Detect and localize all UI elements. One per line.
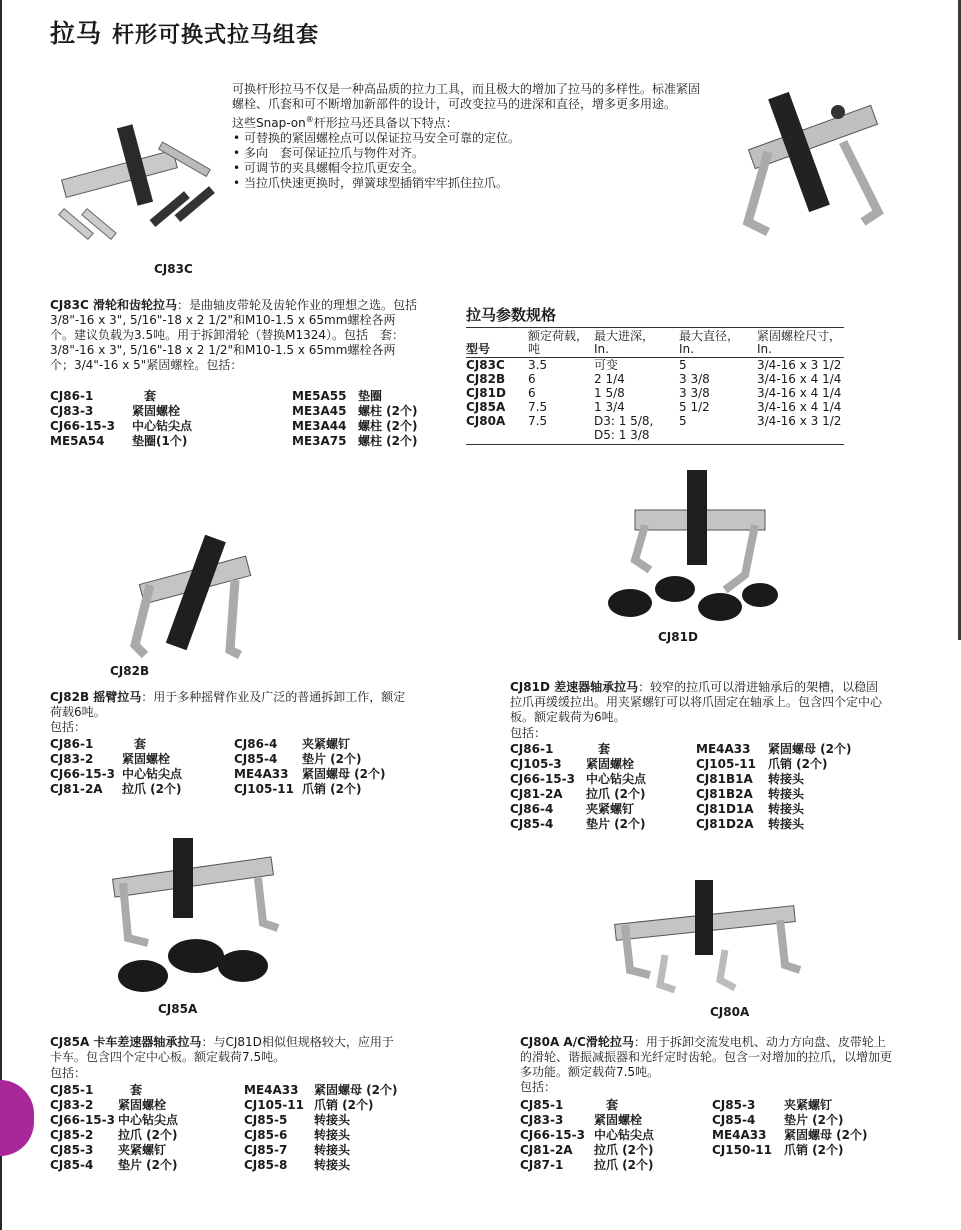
- part-number: CJ105-11: [234, 782, 294, 796]
- part-row: [50, 1158, 178, 1173]
- cj83c-parts-left: [50, 389, 192, 449]
- part-row: [234, 752, 386, 767]
- part-row: [50, 767, 182, 782]
- part-number: CJ85-7: [244, 1143, 288, 1157]
- cj80a-puller-illustration: [605, 880, 805, 1005]
- part-name: 紧固螺母 (2个): [784, 1128, 868, 1142]
- part-number: CJ81B2A: [696, 787, 753, 801]
- part-name: 紧固螺母 (2个): [314, 1083, 398, 1097]
- cj81d-description: [510, 680, 882, 725]
- caption-cj85a: CJ85A: [158, 1002, 198, 1016]
- part-name: 螺柱 (2个): [358, 419, 418, 433]
- part-number: CJ83-3: [50, 404, 94, 418]
- part-name: 转接头: [768, 772, 805, 786]
- part-row: [50, 737, 182, 752]
- part-name: 拉爪 (2个): [122, 782, 182, 796]
- spec-cell: 7.5: [528, 414, 594, 445]
- part-number: CJ85-4: [712, 1113, 756, 1127]
- cj80a-text: ：用于拆卸交流发电机、动力方向盘、皮带轮上的滑轮、谐振减振器和光纤定时齿轮。包含一对增加的拉爪，以增加更多功能。额定载荷7.5吨。: [520, 1035, 893, 1079]
- part-number: CJ81-2A: [510, 787, 563, 801]
- spec-cell: 3/4-16 x 4 1/4: [757, 400, 842, 414]
- part-number: CJ85-4: [50, 1158, 94, 1172]
- part-row: [244, 1083, 398, 1098]
- part-row: [244, 1158, 398, 1173]
- part-number: CJ85-1: [520, 1098, 564, 1112]
- part-name: 垫片 (2个): [118, 1158, 178, 1172]
- part-number: ME3A75: [292, 434, 347, 448]
- cj81d-puller-illustration: [605, 465, 790, 640]
- part-row: [510, 817, 646, 832]
- cj80a-parts-right: [712, 1098, 868, 1158]
- part-name: 套: [132, 389, 157, 403]
- part-name: 夹紧螺钉: [784, 1098, 833, 1112]
- part-number: CJ85-1: [50, 1083, 94, 1097]
- part-name: 套: [122, 737, 147, 751]
- part-name: 中心钻尖点: [132, 419, 193, 433]
- feature-item: • 可替换的紧固螺栓点可以保证拉马安全可靠的定位。: [244, 131, 702, 146]
- cj81d-parts-left: [510, 742, 646, 832]
- part-name: 爪销 (2个): [302, 782, 362, 796]
- part-name: 爪销 (2个): [768, 757, 828, 771]
- part-number: ME5A54: [50, 434, 105, 448]
- part-row: [520, 1098, 654, 1113]
- part-name: 中心钻尖点: [594, 1128, 655, 1142]
- part-row: [244, 1098, 398, 1113]
- cj81d-text: ：较窄的拉爪可以滑进轴承后的架槽，以稳固拉爪再缓缓拉出。用夹紧螺钉可以将爪固定在轴承上。包含四个定中心板。额定载荷为6吨。: [510, 680, 883, 724]
- part-name: 垫圈(1个): [132, 434, 188, 448]
- cj81d-includes-label: 包括：: [510, 726, 547, 740]
- part-name: 夹紧螺钉: [302, 737, 351, 751]
- part-row: [696, 802, 852, 817]
- part-name: 拉爪 (2个): [594, 1143, 654, 1157]
- part-name: 拉爪 (2个): [586, 787, 646, 801]
- part-row: [50, 752, 182, 767]
- spec-cell: 1 3/4: [594, 400, 625, 414]
- spec-row: [466, 372, 844, 386]
- spec-cell: 3 3/8: [679, 372, 710, 386]
- part-row: [50, 1128, 178, 1143]
- part-row: [50, 404, 192, 419]
- part-name: 转接头: [314, 1128, 351, 1142]
- part-row: [696, 817, 852, 832]
- spec-header-cell: 最大直径， In.: [679, 329, 740, 356]
- spec-row: [466, 386, 844, 400]
- part-name: 夹紧螺钉: [586, 802, 635, 816]
- title-brand: 拉马: [50, 19, 103, 48]
- spec-row: [466, 414, 844, 445]
- feature-item: • 可调节的夹具螺帽令拉爪更安全。: [244, 161, 702, 176]
- part-name: 紧固螺栓: [586, 757, 635, 771]
- part-number: CJ105-11: [244, 1098, 304, 1112]
- part-row: [510, 772, 646, 787]
- part-row: [244, 1143, 398, 1158]
- part-number: CJ81-2A: [50, 782, 103, 796]
- part-number: CJ81-2A: [520, 1143, 573, 1157]
- part-name: 垫片 (2个): [784, 1113, 844, 1127]
- part-number: CJ105-11: [696, 757, 756, 771]
- feature-item: • 多向 套可保证拉爪与物件对齐。: [244, 146, 702, 161]
- part-row: [50, 389, 192, 404]
- part-row: [50, 1113, 178, 1128]
- part-name: 套: [586, 742, 611, 756]
- spec-cell: 可变: [594, 358, 619, 372]
- part-row: [510, 757, 646, 772]
- part-name: 转接头: [768, 787, 805, 801]
- part-number: CJ85-3: [50, 1143, 94, 1157]
- part-row: [696, 787, 852, 802]
- part-row: [50, 1098, 178, 1113]
- part-row: [292, 419, 418, 434]
- part-number: CJ66-15-3: [50, 419, 115, 433]
- part-number: CJ85-8: [244, 1158, 288, 1172]
- title-subtitle: 杆形可换式拉马组套: [112, 23, 320, 48]
- cj82b-parts-left: [50, 737, 182, 797]
- cj85a-title: CJ85A 卡车差速器轴承拉马: [50, 1035, 202, 1049]
- part-row: [520, 1143, 654, 1158]
- part-number: CJ86-4: [234, 737, 278, 751]
- spec-cell: D3: 1 5/8, D5: 1 3/8: [594, 414, 679, 445]
- cj85a-parts-right: [244, 1083, 398, 1173]
- spec-cell: 3 3/8: [679, 386, 710, 400]
- cj85a-text: ：与CJ81D相似但规格较大，应用于卡车。包含四个定中心板。额定载荷7.5吨。: [50, 1035, 394, 1064]
- part-number: CJ85-4: [234, 752, 278, 766]
- cj83c-puller-illustration: [52, 110, 217, 260]
- part-row: [50, 1083, 178, 1098]
- part-number: ME4A33: [712, 1128, 767, 1142]
- spec-cell: 1 5/8: [594, 386, 625, 400]
- part-number: CJ86-1: [510, 742, 554, 756]
- part-row: [234, 737, 386, 752]
- part-number: ME5A55: [292, 389, 347, 403]
- spec-cell: 3/4-16 x 4 1/4: [757, 386, 842, 400]
- part-row: [50, 434, 192, 449]
- feature-list: [232, 131, 702, 191]
- part-row: [50, 419, 192, 434]
- part-number: ME4A33: [696, 742, 751, 756]
- part-name: 垫片 (2个): [586, 817, 646, 831]
- cj83c-title: CJ83C 滑轮和齿轮拉马: [50, 298, 177, 312]
- part-name: 转接头: [314, 1158, 351, 1172]
- part-number: CJ66-15-3: [510, 772, 575, 786]
- intro-features-lead: 这些Snap-on®杆形拉马还具备以下特点：: [232, 115, 458, 130]
- part-name: 套: [594, 1098, 619, 1112]
- part-name: 转接头: [768, 802, 805, 816]
- part-row: [712, 1098, 868, 1113]
- part-row: [234, 782, 386, 797]
- cj85a-puller-illustration: [108, 838, 283, 998]
- caption-cj82b: CJ82B: [110, 664, 150, 678]
- part-row: [292, 434, 418, 449]
- part-row: [510, 742, 646, 757]
- part-number: CJ85-3: [712, 1098, 756, 1112]
- cj80a-includes-label: 包括：: [520, 1080, 557, 1094]
- part-row: [712, 1113, 868, 1128]
- part-row: [696, 742, 852, 757]
- spec-cell: 5: [679, 358, 687, 372]
- spec-cell: CJ81D: [466, 386, 506, 400]
- part-number: CJ150-11: [712, 1143, 772, 1157]
- part-number: CJ66-15-3: [50, 767, 115, 781]
- part-name: 转接头: [768, 817, 805, 831]
- intro-paragraph: 可换杆形拉马不仅是一种高品质的拉力工具，而且极大的增加了拉马的多样性。标准紧固螺栓、爪套和可不断增加新部件的设计，可改变拉马的进深和直径，增多更多用途。: [232, 82, 701, 111]
- part-number: ME3A44: [292, 419, 347, 433]
- left-page-edge: [0, 0, 2, 1230]
- caption-cj81d: CJ81D: [658, 630, 698, 644]
- part-number: ME4A33: [244, 1083, 299, 1097]
- part-row: [50, 1143, 178, 1158]
- cj85a-parts-left: [50, 1083, 178, 1173]
- part-number: CJ85-6: [244, 1128, 288, 1142]
- cj81d-title: CJ81D 差速器轴承拉马: [510, 680, 639, 694]
- page-title: [50, 14, 319, 50]
- spec-header-cell: 型号: [466, 342, 491, 356]
- cj85a-includes-label: 包括：: [50, 1066, 87, 1080]
- cj81d-parts-right: [696, 742, 852, 832]
- spec-cell: 5: [679, 414, 757, 445]
- cj80a-description: [520, 1035, 892, 1080]
- part-number: CJ85-4: [510, 817, 554, 831]
- cj83c-description: [50, 298, 418, 373]
- caption-cj83c: CJ83C: [154, 262, 193, 276]
- section-tab: [0, 1080, 34, 1156]
- spec-cell: 7.5: [528, 400, 548, 414]
- part-row: [520, 1113, 654, 1128]
- cj82b-description: [50, 690, 410, 720]
- spec-cell: CJ80A: [466, 414, 528, 445]
- part-row: [510, 787, 646, 802]
- part-number: CJ81B1A: [696, 772, 753, 786]
- part-name: 转接头: [314, 1143, 351, 1157]
- part-name: 紧固螺母 (2个): [302, 767, 386, 781]
- part-row: [244, 1113, 398, 1128]
- part-name: 中心钻尖点: [122, 767, 183, 781]
- part-number: CJ86-1: [50, 389, 94, 403]
- cj80a-title: CJ80A A/C滑轮拉马: [520, 1035, 634, 1049]
- part-row: [696, 772, 852, 787]
- part-row: [712, 1143, 868, 1158]
- caption-cj80a: CJ80A: [710, 1005, 750, 1019]
- part-name: 紧固螺栓: [122, 752, 171, 766]
- part-name: 爪销 (2个): [784, 1143, 844, 1157]
- part-number: CJ86-1: [50, 737, 94, 751]
- part-name: 垫片 (2个): [302, 752, 362, 766]
- part-number: CJ81D2A: [696, 817, 754, 831]
- part-number: CJ85-5: [244, 1113, 288, 1127]
- part-name: 中心钻尖点: [118, 1113, 179, 1127]
- part-row: [244, 1128, 398, 1143]
- spec-cell: 3.5: [528, 358, 548, 372]
- part-number: CJ105-3: [510, 757, 562, 771]
- part-name: 套: [118, 1083, 143, 1097]
- cj83c-text: ：是曲轴皮带轮及齿轮作业的理想之选。包括3/8"-16 x 3", 5/16"-18 x 2 1/2"和M10-1.5 x 65mm螺栓各两个。建议负载为3.5吨。用于拆卸滑轮（替换M1324）。包括 套：3/8"-16 x 3", 5/16"-18 x 2 1/2"和M10-1.5 x 65mm螺栓各两个；3/4"-16 x 5"紧固螺栓。包括：: [50, 298, 417, 372]
- spec-header-cell: 额定荷载， 吨: [528, 329, 589, 356]
- part-number: CJ85-2: [50, 1128, 94, 1142]
- part-number: CJ81D1A: [696, 802, 754, 816]
- part-name: 紧固螺母 (2个): [768, 742, 852, 756]
- spec-header-cell: 最大进深， In.: [594, 329, 655, 356]
- cj85a-description: [50, 1035, 400, 1065]
- part-row: [50, 782, 182, 797]
- spec-cell: 5 1/2: [679, 400, 710, 414]
- part-name: 紧固螺栓: [132, 404, 181, 418]
- cj82b-parts-right: [234, 737, 386, 797]
- spec-cell: 3/4-16 x 3 1/2: [757, 358, 842, 372]
- spec-cell: 6: [528, 386, 536, 400]
- spec-table: [466, 328, 844, 445]
- cj82b-puller-illustration: [115, 535, 265, 665]
- part-number: CJ66-15-3: [50, 1113, 115, 1127]
- spec-cell: CJ82B: [466, 372, 506, 386]
- part-name: 夹紧螺钉: [118, 1143, 167, 1157]
- part-name: 拉爪 (2个): [118, 1128, 178, 1142]
- part-row: [292, 389, 418, 404]
- spec-cell: 2 1/4: [594, 372, 625, 386]
- intro-block: [232, 82, 702, 191]
- spec-header-cell: 紧固螺栓尺寸， In.: [757, 329, 842, 356]
- part-number: ME3A45: [292, 404, 347, 418]
- part-name: 中心钻尖点: [586, 772, 647, 786]
- part-row: [696, 757, 852, 772]
- part-row: [234, 767, 386, 782]
- cj82b-includes-label: 包括：: [50, 720, 87, 734]
- part-number: ME4A33: [234, 767, 289, 781]
- part-number: CJ86-4: [510, 802, 554, 816]
- spec-row: [466, 358, 844, 373]
- part-row: [520, 1128, 654, 1143]
- part-name: 紧固螺栓: [118, 1098, 167, 1112]
- spec-row: [466, 400, 844, 414]
- part-number: CJ83-3: [520, 1113, 564, 1127]
- part-name: 垫圈: [358, 389, 383, 403]
- part-row: [520, 1158, 654, 1173]
- part-name: 转接头: [314, 1113, 351, 1127]
- feature-item: • 当拉爪快速更换时，弹簧球型插销牢牢抓住拉爪。: [244, 176, 702, 191]
- cj82b-title: CJ82B 摇臂拉马: [50, 690, 142, 704]
- part-row: [292, 404, 418, 419]
- spec-cell: CJ83C: [466, 358, 505, 372]
- spec-cell: 6: [528, 372, 536, 386]
- part-name: 螺柱 (2个): [358, 434, 418, 448]
- cj83c-parts-right: [292, 389, 418, 449]
- spec-table-block: [466, 304, 844, 445]
- part-row: [510, 802, 646, 817]
- spec-cell: 3/4-16 x 4 1/4: [757, 372, 842, 386]
- part-number: CJ66-15-3: [520, 1128, 585, 1142]
- cj82b-text: ：用于多种摇臂作业及广泛的普通拆卸工作，额定荷载6吨。: [50, 690, 406, 719]
- spec-table-title: 拉马参数规格: [466, 304, 844, 328]
- part-row: [712, 1128, 868, 1143]
- top-right-puller-illustration: [728, 82, 898, 242]
- part-number: CJ83-2: [50, 1098, 94, 1112]
- part-number: CJ83-2: [50, 752, 94, 766]
- spec-cell: 3/4-16 x 3 1/2: [757, 414, 844, 445]
- part-name: 螺柱 (2个): [358, 404, 418, 418]
- part-number: CJ87-1: [520, 1158, 564, 1172]
- part-name: 紧固螺栓: [594, 1113, 643, 1127]
- part-name: 拉爪 (2个): [594, 1158, 654, 1172]
- part-name: 爪销 (2个): [314, 1098, 374, 1112]
- spec-cell: CJ85A: [466, 400, 506, 414]
- cj80a-parts-left: [520, 1098, 654, 1173]
